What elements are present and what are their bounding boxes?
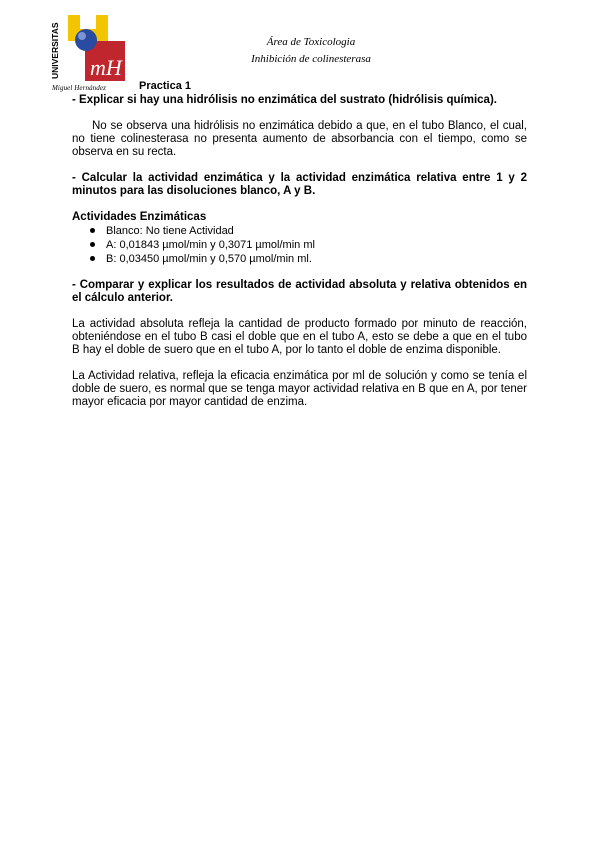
bullet-icon: [90, 242, 95, 247]
question-3-answer-relative: La Actividad relativa, refleja la eficacia enzimática por ml de solución y como se tenía el doble de suero, es normal que se tenga mayor actividad relativa en B que en A, por tener mayor eficacia por mayor cantidad de enzima.: [72, 370, 527, 408]
activity-a: A: 0,01843 µmol/min y 0,3071 µmol/min ml: [106, 239, 315, 251]
logo-caption: Miguel Hernández: [52, 84, 106, 92]
question-2-title: - Calcular la actividad enzimática y la actividad enzimática relativa entre 1 y 2 minutos para las disoluciones blanco, A y B.: [72, 172, 527, 197]
question-3-answer-absolute: La actividad absoluta refleja la cantidad de producto formado por minuto de reacción, obteniéndose en el tubo B casi el doble que en el tubo A, esto se debe a que en el tubo B hay el doble de suero que en el tubo A, por lo tanto el doble de enzima disponible.: [72, 318, 527, 356]
question-1-title: - Explicar si hay una hidrólisis no enzimática del sustrato (hidrólisis química).: [72, 94, 497, 106]
question-1-answer: No se observa una hidrólisis no enzimática debido a que, en el tubo Blanco, el cual, no tiene colinesterasa no presenta aumento de absorbancia con el tiempo, como se observa en su recta.: [72, 120, 527, 158]
list-item: [106, 252, 527, 266]
practica-label: Practica 1: [139, 80, 191, 92]
header-subject: Inhibición de colinesterasa: [251, 53, 371, 65]
document-body: [72, 94, 527, 409]
activities-heading: Actividades Enzimáticas: [72, 211, 207, 223]
logo-initials: mH: [90, 55, 122, 80]
logo-white-notch: [80, 15, 96, 29]
list-item: [106, 238, 527, 252]
activities-list: [72, 224, 527, 266]
activity-blanco: Blanco: No tiene Actividad: [106, 225, 234, 237]
bullet-icon: [90, 228, 95, 233]
activity-b: B: 0,03450 µmol/min y 0,570 µmol/min ml.: [106, 253, 312, 265]
bullet-icon: [90, 256, 95, 261]
question-3-title: - Comparar y explicar los resultados de actividad absoluta y relativa obtenidos en el cálculo anterior.: [72, 279, 527, 304]
logo-vertical-text: UNIVERSITAS: [50, 22, 60, 79]
header-area: Área de Toxicologia: [266, 36, 356, 48]
list-item: [106, 224, 527, 238]
